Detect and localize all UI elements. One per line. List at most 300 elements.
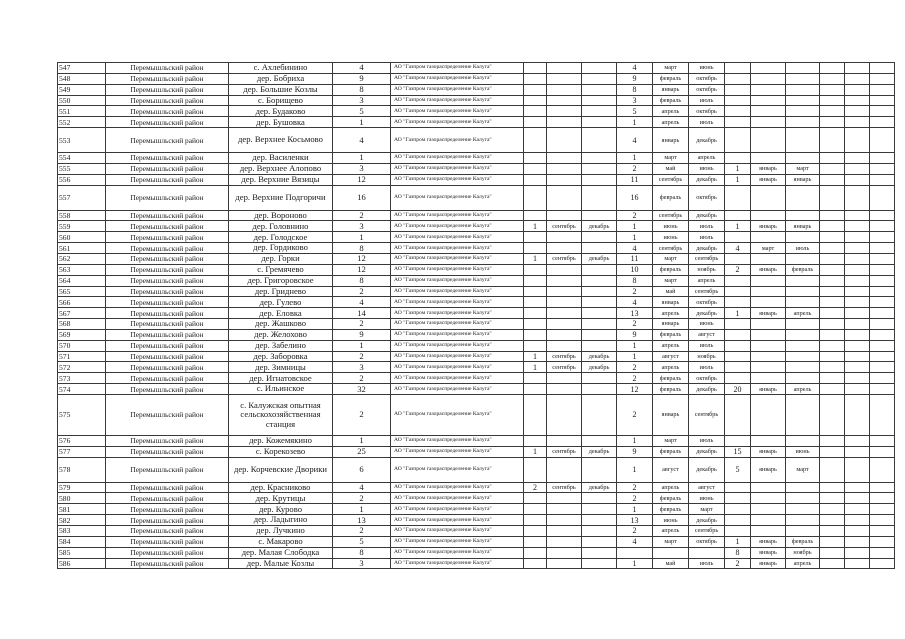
empty-cell [845,351,870,362]
period1-end-cell: декабрь [582,482,617,493]
district-cell: Перемышльский район [106,286,229,297]
locality-cell: дер. Крутицы [229,493,333,504]
period2-count-cell: 1 [617,351,653,362]
organization-cell: АО "Газпром газораспределение Калуга" [391,457,524,482]
period3-start-cell: январь [751,174,786,185]
row-number: 550 [58,95,106,106]
period2-end-cell: декабрь [689,515,725,526]
row-number: 586 [58,558,106,569]
period2-end-cell: сентябрь [689,394,725,435]
period3-end-cell: март [786,457,820,482]
period3-count-cell [725,253,751,264]
locality-cell: дер. Малая Слободка [229,547,333,558]
count-cell: 2 [333,373,391,384]
table-row [58,106,895,117]
empty-cell [870,526,895,537]
period2-end-cell: декабрь [689,457,725,482]
period2-count-cell: 2 [617,319,653,330]
period2-count-cell: 1 [617,340,653,351]
period3-count-cell [725,63,751,74]
period1-count-cell [524,106,547,117]
organization-cell: АО "Газпром газораспределение Калуга" [391,221,524,232]
period2-end-cell: июнь [689,319,725,330]
empty-cell [870,106,895,117]
period1-start-cell [547,493,582,504]
empty-cell [820,297,845,308]
district-cell: Перемышльский район [106,73,229,84]
period3-end-cell [786,482,820,493]
count-cell: 12 [333,174,391,185]
row-number: 575 [58,394,106,435]
period2-count-cell: 13 [617,515,653,526]
period1-start-cell [547,84,582,95]
period2-end-cell: апрель [689,275,725,286]
empty-cell [820,526,845,537]
period3-end-cell [786,84,820,95]
period1-start-cell [547,515,582,526]
period2-start-cell [653,547,689,558]
period1-start-cell: сентябрь [547,253,582,264]
period2-start-cell: апрель [653,308,689,319]
period1-end-cell [582,319,617,330]
locality-cell: с. Макарово [229,536,333,547]
empty-cell [845,558,870,569]
organization-cell: АО "Газпром газораспределение Калуга" [391,547,524,558]
empty-cell [820,106,845,117]
row-number: 549 [58,84,106,95]
period3-start-cell: январь [751,264,786,275]
table-row [58,117,895,128]
period2-start-cell: август [653,351,689,362]
count-cell: 2 [333,493,391,504]
period1-start-cell [547,128,582,153]
locality-cell: дер. Забелино [229,340,333,351]
period2-end-cell: октябрь [689,185,725,210]
period3-count-cell [725,340,751,351]
locality-cell: дер. Верхнее Алопово [229,163,333,174]
period2-count-cell: 10 [617,264,653,275]
period3-start-cell [751,340,786,351]
empty-cell [845,547,870,558]
period2-end-cell: июль [689,362,725,373]
period3-start-cell [751,73,786,84]
period2-count-cell: 2 [617,163,653,174]
empty-cell [820,232,845,243]
empty-cell [820,264,845,275]
locality-cell: дер. Верхние Подгоричи [229,185,333,210]
period3-count-cell [725,185,751,210]
empty-cell [820,63,845,74]
period2-end-cell: декабрь [689,243,725,254]
count-cell: 3 [333,163,391,174]
period3-end-cell [786,351,820,362]
count-cell: 9 [333,73,391,84]
period2-end-cell: декабрь [689,384,725,395]
empty-cell [820,362,845,373]
empty-cell [870,493,895,504]
empty-cell [870,515,895,526]
count-cell: 1 [333,435,391,446]
period3-start-cell [751,286,786,297]
count-cell: 2 [333,351,391,362]
period1-start-cell [547,340,582,351]
locality-cell: дер. Красниково [229,482,333,493]
period1-end-cell [582,153,617,164]
district-cell: Перемышльский район [106,457,229,482]
period2-start-cell: февраль [653,384,689,395]
period1-count-cell [524,286,547,297]
period3-start-cell [751,117,786,128]
table-row [58,319,895,330]
row-number: 576 [58,435,106,446]
period1-end-cell [582,106,617,117]
empty-cell [870,253,895,264]
period1-start-cell [547,117,582,128]
period3-count-cell [725,362,751,373]
row-number: 581 [58,504,106,515]
district-cell: Перемышльский район [106,95,229,106]
period2-count-cell: 5 [617,106,653,117]
count-cell: 4 [333,63,391,74]
period3-count-cell [725,128,751,153]
period2-count-cell: 9 [617,329,653,340]
empty-cell [820,128,845,153]
period3-end-cell [786,153,820,164]
empty-cell [870,95,895,106]
period3-count-cell: 4 [725,243,751,254]
table-row [58,558,895,569]
empty-cell [845,95,870,106]
period2-start-cell: январь [653,297,689,308]
empty-cell [845,504,870,515]
locality-cell: дер. Гулево [229,297,333,308]
empty-cell [845,362,870,373]
period1-end-cell: декабрь [582,351,617,362]
empty-cell [820,117,845,128]
period2-start-cell: февраль [653,329,689,340]
period1-start-cell [547,286,582,297]
table-row [58,536,895,547]
locality-cell: дер. Желохово [229,329,333,340]
organization-cell: АО "Газпром газораспределение Калуга" [391,515,524,526]
row-number: 570 [58,340,106,351]
district-cell: Перемышльский район [106,329,229,340]
organization-cell: АО "Газпром газораспределение Калуга" [391,253,524,264]
organization-cell: АО "Газпром газораспределение Калуга" [391,153,524,164]
period3-start-cell [751,210,786,221]
period3-count-cell [725,394,751,435]
empty-cell [870,117,895,128]
period1-start-cell [547,264,582,275]
period3-start-cell: январь [751,308,786,319]
period1-start-cell [547,319,582,330]
count-cell: 16 [333,185,391,210]
period3-end-cell: январь [786,221,820,232]
period2-start-cell: май [653,286,689,297]
period2-start-cell: январь [653,84,689,95]
period3-count-cell [725,504,751,515]
table-row [58,243,895,254]
district-cell: Перемышльский район [106,297,229,308]
empty-cell [870,275,895,286]
period3-count-cell: 2 [725,558,751,569]
count-cell: 12 [333,264,391,275]
period3-count-cell: 1 [725,174,751,185]
period2-count-cell: 11 [617,174,653,185]
empty-cell [845,275,870,286]
period1-end-cell [582,243,617,254]
district-cell: Перемышльский район [106,84,229,95]
locality-cell: с. Ильинское [229,384,333,395]
period3-count-cell [725,515,751,526]
count-cell: 3 [333,221,391,232]
period3-start-cell [751,373,786,384]
period2-start-cell: март [653,275,689,286]
organization-cell: АО "Газпром газораспределение Калуга" [391,329,524,340]
locality-cell: дер. Курово [229,504,333,515]
period2-start-cell: июнь [653,515,689,526]
period3-end-cell [786,373,820,384]
empty-cell [820,435,845,446]
organization-cell: АО "Газпром газораспределение Калуга" [391,340,524,351]
empty-cell [870,435,895,446]
locality-cell: дер. Бушовка [229,117,333,128]
district-cell: Перемышльский район [106,163,229,174]
period2-start-cell: апрель [653,340,689,351]
table-row [58,232,895,243]
district-cell: Перемышльский район [106,308,229,319]
period1-start-cell [547,384,582,395]
period1-start-cell [547,504,582,515]
period3-end-cell: июнь [786,446,820,457]
row-number: 548 [58,73,106,84]
period2-start-cell: март [653,536,689,547]
table-row [58,308,895,319]
table-row [58,384,895,395]
period1-count-cell: 1 [524,253,547,264]
period3-end-cell [786,73,820,84]
locality-cell: с. Калужская опытная сельскохозяйственная станция [229,394,333,435]
organization-cell: АО "Газпром газораспределение Калуга" [391,297,524,308]
period2-end-cell: октябрь [689,373,725,384]
period2-count-cell: 2 [617,482,653,493]
period1-end-cell [582,547,617,558]
empty-cell [845,128,870,153]
locality-cell: дер. Головнино [229,221,333,232]
empty-cell [820,329,845,340]
period2-count-cell: 1 [617,558,653,569]
period2-start-cell: сентябрь [653,174,689,185]
period3-count-cell: 1 [725,221,751,232]
period1-count-cell: 2 [524,482,547,493]
empty-cell [870,84,895,95]
period2-end-cell: ноябрь [689,351,725,362]
period3-start-cell [751,351,786,362]
count-cell: 12 [333,253,391,264]
period1-end-cell [582,174,617,185]
empty-cell [820,210,845,221]
period1-count-cell [524,95,547,106]
table-body [58,63,895,569]
period1-count-cell [524,84,547,95]
period2-count-cell [617,547,653,558]
period1-end-cell [582,457,617,482]
empty-cell [820,243,845,254]
period2-count-cell: 2 [617,526,653,537]
table-row [58,210,895,221]
organization-cell: АО "Газпром газораспределение Калуга" [391,210,524,221]
period1-end-cell [582,264,617,275]
count-cell: 2 [333,394,391,435]
organization-cell: АО "Газпром газораспределение Калуга" [391,394,524,435]
count-cell: 13 [333,515,391,526]
period1-count-cell [524,174,547,185]
period3-count-cell [725,286,751,297]
empty-cell [820,547,845,558]
count-cell: 3 [333,362,391,373]
period2-start-cell: январь [653,319,689,330]
count-cell: 1 [333,232,391,243]
period2-start-cell: февраль [653,504,689,515]
period3-start-cell [751,526,786,537]
locality-cell: дер. Гордиково [229,243,333,254]
district-cell: Перемышльский район [106,435,229,446]
table-row [58,128,895,153]
empty-cell [870,446,895,457]
table-row [58,362,895,373]
count-cell: 4 [333,297,391,308]
period1-count-cell: 1 [524,351,547,362]
district-cell: Перемышльский район [106,117,229,128]
period3-count-cell [725,435,751,446]
empty-cell [870,297,895,308]
locality-cell: дер. Заборовка [229,351,333,362]
organization-cell: АО "Газпром газораспределение Калуга" [391,362,524,373]
period3-end-cell [786,329,820,340]
period2-start-cell: январь [653,394,689,435]
period3-end-cell [786,232,820,243]
count-cell: 1 [333,504,391,515]
district-cell: Перемышльский район [106,232,229,243]
empty-cell [845,163,870,174]
locality-cell: дер. Верхние Вязицы [229,174,333,185]
period1-count-cell [524,493,547,504]
district-cell: Перемышльский район [106,340,229,351]
period2-count-cell: 2 [617,373,653,384]
table-row [58,163,895,174]
period3-start-cell [751,394,786,435]
district-cell: Перемышльский район [106,63,229,74]
period3-count-cell [725,275,751,286]
period2-count-cell: 4 [617,63,653,74]
period3-end-cell: январь [786,174,820,185]
period2-count-cell: 4 [617,297,653,308]
locality-cell: дер. Большие Козлы [229,84,333,95]
period3-end-cell [786,275,820,286]
period1-end-cell [582,297,617,308]
period3-end-cell: апрель [786,558,820,569]
period3-start-cell [751,493,786,504]
period2-end-cell: октябрь [689,297,725,308]
district-cell: Перемышльский район [106,493,229,504]
row-number: 553 [58,128,106,153]
empty-cell [845,457,870,482]
table-row [58,329,895,340]
row-number: 563 [58,264,106,275]
organization-cell: АО "Газпром газораспределение Калуга" [391,163,524,174]
count-cell: 2 [333,319,391,330]
empty-cell [870,185,895,210]
district-cell: Перемышльский район [106,536,229,547]
count-cell: 2 [333,526,391,537]
period2-count-cell: 8 [617,84,653,95]
district-cell: Перемышльский район [106,526,229,537]
period3-count-cell [725,351,751,362]
period2-start-cell: июнь [653,232,689,243]
table-row [58,297,895,308]
period2-start-cell: сентябрь [653,243,689,254]
district-cell: Перемышльский район [106,482,229,493]
period2-start-cell: февраль [653,95,689,106]
table-row [58,174,895,185]
empty-cell [845,329,870,340]
period1-end-cell: декабрь [582,253,617,264]
row-number: 571 [58,351,106,362]
period3-end-cell [786,515,820,526]
locality-cell: с. Корекозево [229,446,333,457]
period1-count-cell [524,163,547,174]
empty-cell [820,319,845,330]
table-row [58,435,895,446]
period2-end-cell: декабрь [689,210,725,221]
period1-end-cell [582,210,617,221]
empty-cell [870,340,895,351]
empty-cell [845,435,870,446]
period2-count-cell: 1 [617,221,653,232]
empty-cell [820,493,845,504]
table-row [58,457,895,482]
period3-start-cell [751,297,786,308]
empty-cell [870,536,895,547]
period3-start-cell [751,253,786,264]
table-row [58,340,895,351]
period3-end-cell: февраль [786,536,820,547]
period3-end-cell [786,117,820,128]
period1-count-cell [524,384,547,395]
empty-cell [845,73,870,84]
locality-cell: дер. Горки [229,253,333,264]
empty-cell [820,275,845,286]
count-cell: 5 [333,536,391,547]
period2-count-cell: 8 [617,275,653,286]
period3-end-cell [786,297,820,308]
locality-cell: дер. Лучкино [229,526,333,537]
period3-count-cell [725,482,751,493]
period1-start-cell [547,547,582,558]
period1-start-cell [547,308,582,319]
empty-cell [845,286,870,297]
organization-cell: АО "Газпром газораспределение Калуга" [391,558,524,569]
organization-cell: АО "Газпром газораспределение Калуга" [391,185,524,210]
period2-count-cell: 16 [617,185,653,210]
period3-start-cell [751,275,786,286]
period2-start-cell: март [653,253,689,264]
organization-cell: АО "Газпром газораспределение Калуга" [391,264,524,275]
row-number: 580 [58,493,106,504]
period2-end-cell: июнь [689,63,725,74]
period3-count-cell [725,117,751,128]
period2-end-cell: октябрь [689,536,725,547]
